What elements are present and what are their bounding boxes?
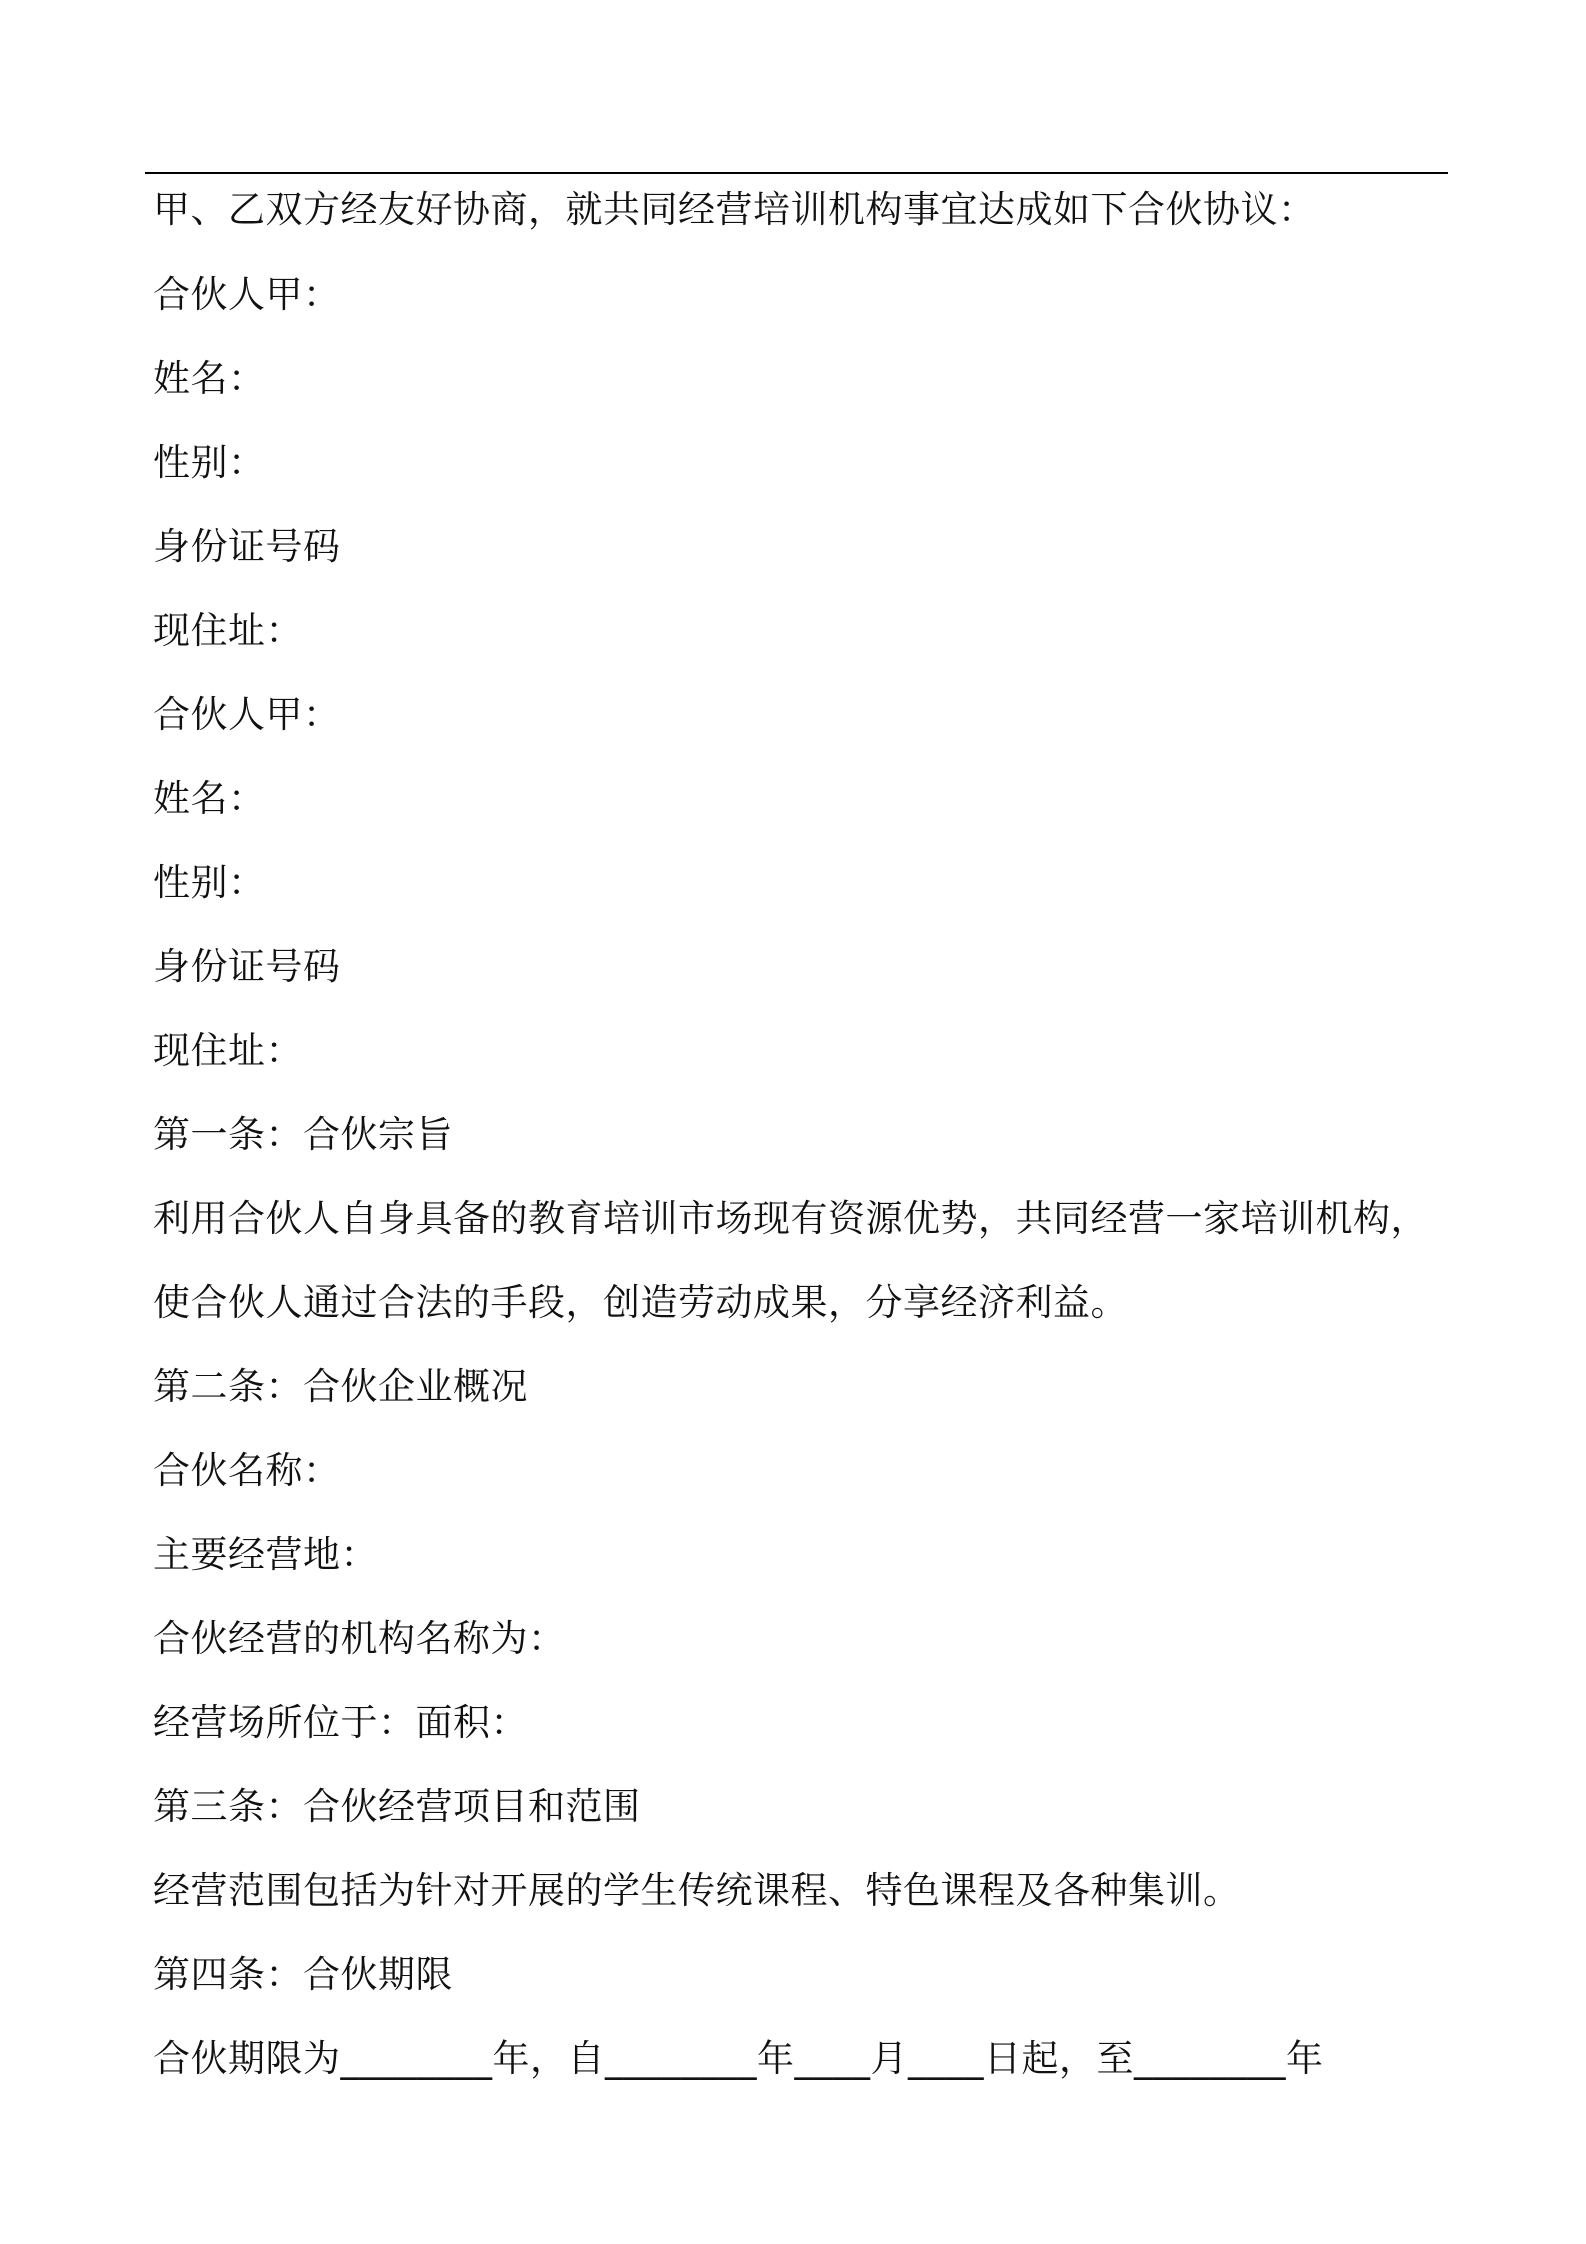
partner-b-heading: 合伙人甲： [153, 693, 341, 736]
header-rule [145, 172, 1448, 174]
partner-b-name-label: 姓名： [153, 777, 266, 820]
article-1-body-line-1: 利用合伙人自身具备的教育培训市场现有资源优势，共同经营一家培训机构， [153, 1197, 1428, 1240]
article-3-heading: 第三条：合伙经营项目和范围 [153, 1785, 641, 1828]
article-1-heading: 第一条：合伙宗旨 [153, 1113, 453, 1156]
article-4-heading: 第四条：合伙期限 [153, 1953, 453, 1996]
partner-b-gender-label: 性别： [153, 861, 266, 904]
partnership-name-label: 合伙名称： [153, 1449, 341, 1492]
partner-a-name-label: 姓名： [153, 357, 266, 400]
partner-a-gender-label: 性别： [153, 441, 266, 484]
premises-area-label: 经营场所位于：面积： [153, 1701, 528, 1744]
main-location-label: 主要经营地： [153, 1533, 378, 1576]
partner-b-address-label: 现住址： [153, 1029, 303, 1072]
partner-b-id-label: 身份证号码 [153, 945, 341, 988]
article-1-body-line-2: 使合伙人通过合法的手段，创造劳动成果，分享经济利益。 [153, 1281, 1128, 1324]
institution-name-label: 合伙经营的机构名称为： [153, 1617, 566, 1660]
article-4-body: 合伙期限为________年，自________年____月____日起，至________年 [153, 2037, 1324, 2080]
partner-a-heading: 合伙人甲： [153, 273, 341, 316]
preamble-text: 甲、乙双方经友好协商，就共同经营培训机构事宜达成如下合伙协议： [153, 188, 1316, 231]
partner-a-address-label: 现住址： [153, 609, 303, 652]
article-2-heading: 第二条：合伙企业概况 [153, 1365, 528, 1408]
article-3-body: 经营范围包括为针对开展的学生传统课程、特色课程及各种集训。 [153, 1869, 1241, 1912]
partner-a-id-label: 身份证号码 [153, 525, 341, 568]
